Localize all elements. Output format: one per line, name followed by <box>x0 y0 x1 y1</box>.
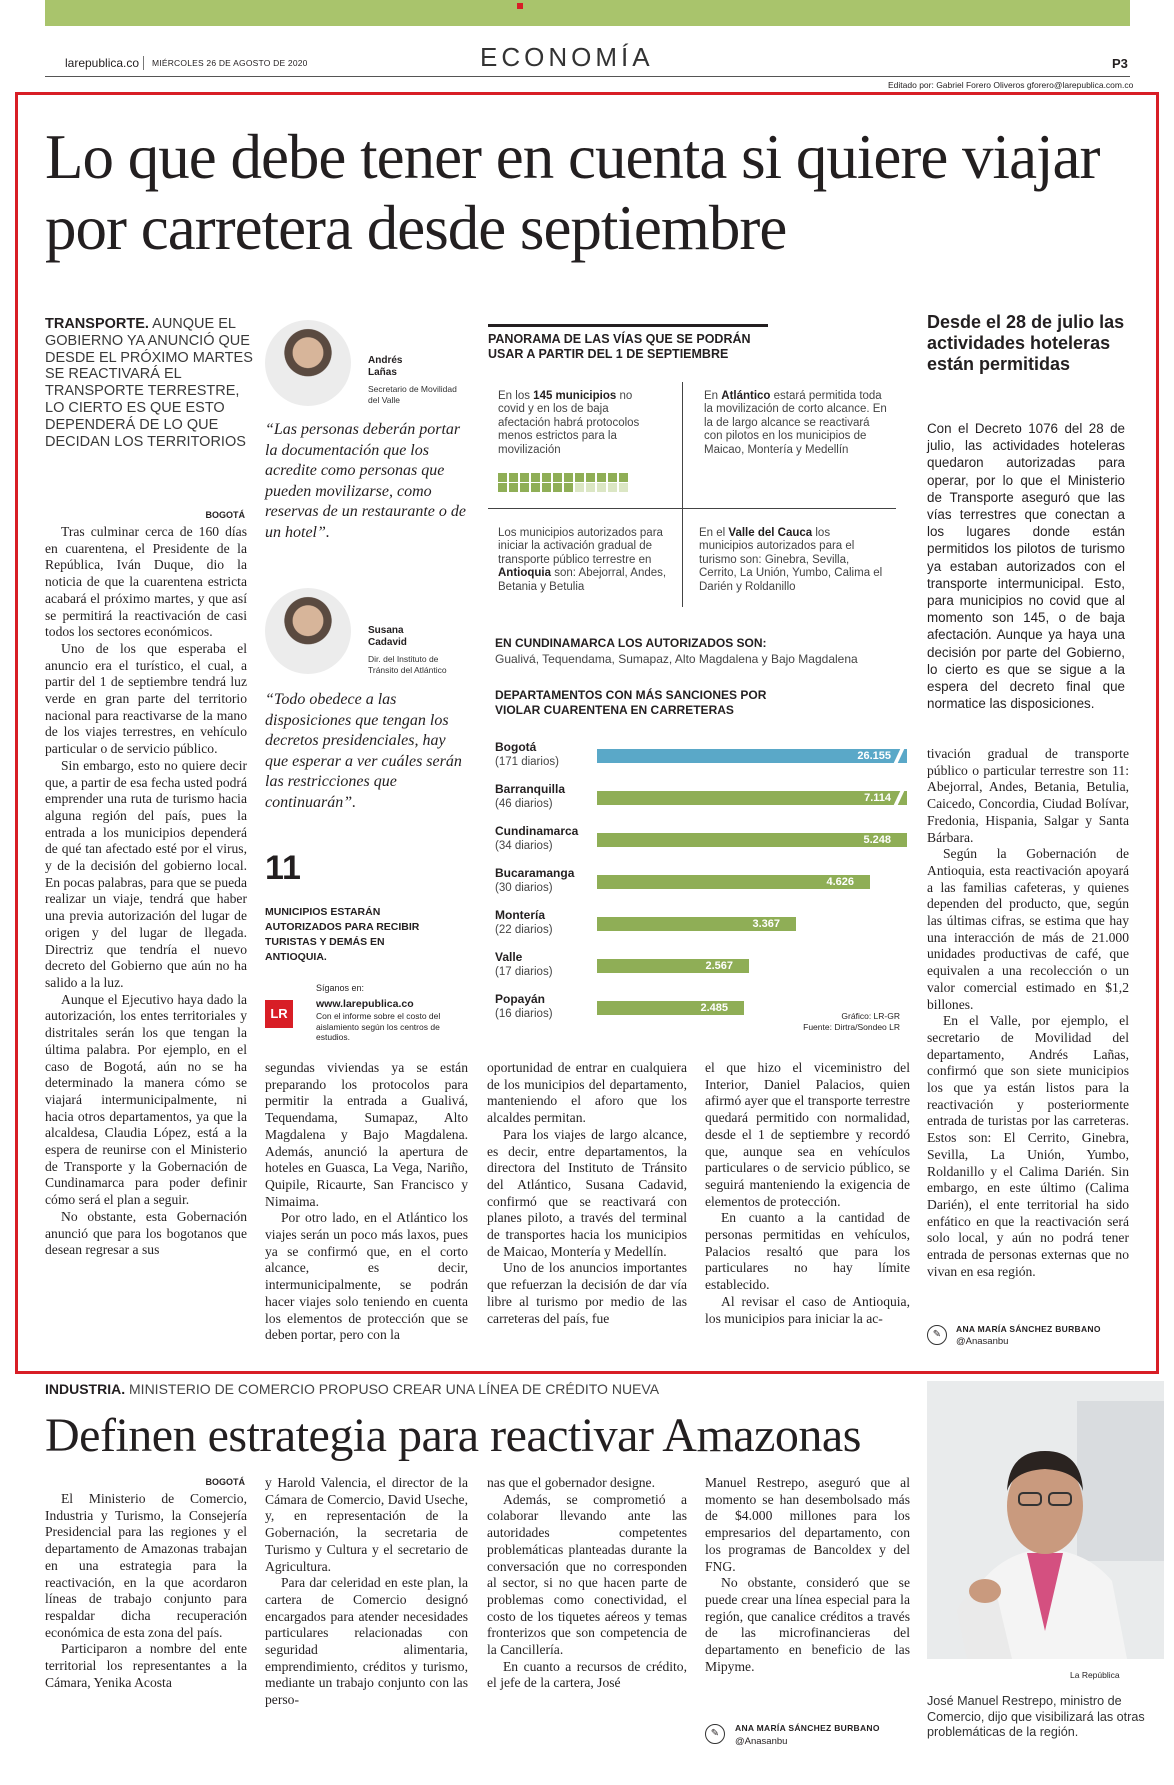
article2-subtitle: MINISTERIO DE COMERCIO PROPUSO CREAR UNA LÍNEA DE CRÉDITO NUEVA <box>125 1381 660 1397</box>
chart-source <box>780 1011 900 1032</box>
quote-role: Secretario de Movilidad del Valle <box>368 384 457 405</box>
paragraph: Uno de los anuncios importantes que refuerzan la decisión de dar vía libre al turismo por medio de las carreteras del país, fue <box>487 1260 687 1326</box>
info-box-atlantico: En Atlántico estará permitida toda la movilización de corto alcance. En la de largo alcance se reactivará con pilotos en los municipios de Maicao, Montería y Medellín <box>704 390 887 456</box>
author-icon: ✎ <box>927 1325 947 1345</box>
header-date: MIÉRCOLES 26 DE AGOSTO DE 2020 <box>152 58 308 68</box>
top-color-band <box>45 0 1130 26</box>
bar-category-label: Popayán <box>495 992 546 1006</box>
article-column-5 <box>927 746 1129 1281</box>
bar-category-label: Barranquilla <box>495 782 566 796</box>
paragraph: Por otro lado, en el Atlántico los viajes serán un poco más laxos, pues ya se confirmó que, en el corto alcance, es decir, intermunicipalmente, se podrán hacer viajes solo teniendo en cuenta los elementos de protección que se deben portar, pero con la <box>265 1210 468 1343</box>
bar-value-label: 3.367 <box>752 918 780 930</box>
paragraph: Aunque el Ejecutivo haya dado la autorización, los entes territoriales y distritales serán los que tengan la última palabra. Por ejemplo, en el caso de Bogotá, aún no se ha determinado la manera cómo se viajará intermunicipalmente, ni hacia otros departamentos, ya que la alcaldesa, Claudia López, está a la espera de reunirse con el Ministerio de Transporte y la Gobernación de Cundinamarca para poder definir cómo será el plan a seguir. <box>45 991 247 1208</box>
paragraph: En cuanto a la cantidad de personas permitidas en vehículos, Palacios resaltó que para los particulares no hay límite establecido. <box>705 1210 910 1293</box>
bar-category-sublabel: (30 diarios) <box>495 882 553 894</box>
quote-name: Andrés Lañas <box>368 355 403 378</box>
minister-photo-illustration <box>927 1381 1164 1659</box>
paragraph: Para los viajes de largo alcance, es decir, entre departamentos, la directora del Instituto de Tránsito del Atlántico, Susana Cadavid, confirmó que se reactivará con planes piloto, a través del terminal de transportes hacia los municipios de Maicao, Montería y Medellín. <box>487 1126 687 1259</box>
pull-quote: “Las personas deberán portar la documentación que los acredite como personas que pueden movilizarse, como reservas de un restaurante o de un hotel”. <box>265 421 466 541</box>
lead-text: AUNQUE EL GOBIERNO YA ANUNCIÓ QUE DESDE EL PRÓXIMO MARTES SE REACTIVARÁ EL TRANSPORTE TERRESTRE, LO CIERTO ES QUE ESTO DEPENDERÁ DE LO QUE DECIDAN LOS TERRITORIOS <box>45 316 253 450</box>
bar-value-label: 26.155 <box>857 750 891 762</box>
article-column-4 <box>705 1060 910 1327</box>
bar-category-label: Bucaramanga <box>495 866 575 880</box>
sidebar-text: Con el Decreto 1076 del 28 de julio, las actividades hoteleras quedaron autorizadas para operar, por lo que el Ministerio de Transporte aseguró que las vías terrestres que conectan a los lugares donde están permitidos los pilotos de turismo ya estaban autorizados con el transporte intermunicipal. Esto, para municipios no covid que al momento son 145, o de baja afectación. Aunque ya haya una decisión por parte del Gobierno, lo cierto es que se sigue a la espera del decreto final que normatice las disposiciones. <box>927 421 1125 712</box>
article-headline: Lo que debe tener en cuenta si quiere viajar por carretera desde septiembre <box>45 122 1100 263</box>
lead-tag: TRANSPORTE. <box>45 316 149 332</box>
stat-text: MUNICIPIOS ESTARÁN AUTORIZADOS PARA RECIBIR TURISTAS Y DEMÁS EN ANTIOQUIA. <box>265 906 420 963</box>
infographic-title: PANORAMA DE LAS VÍAS QUE SE PODRÁN USAR A PARTIR DEL 1 DE SEPTIEMBRE <box>488 332 751 361</box>
follow-title: Síganos en: <box>316 983 365 993</box>
infographic-divider-horizontal <box>488 508 896 509</box>
bar-category-sublabel: (22 diarios) <box>495 924 553 936</box>
editor-credit: Editado por: Gabriel Forero Oliveros gforero@larepublica.com.co <box>888 80 1134 90</box>
minister-photo <box>927 1381 1164 1659</box>
bar-category-label: Bogotá <box>495 740 537 754</box>
municipios-squares <box>498 473 658 493</box>
paragraph: Tras culminar cerca de 160 días en cuarentena, el Presidente de la República, Iván Duque, dio la noticia de que la cuarentena estricta acabará el próximo martes, y que así se permitirá la reactivación de casi todos los sectores económicos. <box>45 524 247 640</box>
info-box-antioquia: Los municipios autorizados para iniciar la activación gradual de transporte público terrestre en Antioquia son: Abejorral, Andes, Betania y Betulia <box>498 527 667 593</box>
bar-chart-title: DEPARTAMENTOS CON MÁS SANCIONES POR VIOLAR CUARENTENA EN CARRETERAS <box>495 688 767 717</box>
bar-value-label: 2.485 <box>700 1002 728 1014</box>
bar-category-label: Valle <box>495 950 523 964</box>
lr-logo: LR <box>265 1000 293 1028</box>
article-column-2 <box>265 1060 468 1344</box>
article2-column-4 <box>705 1475 910 1675</box>
bar-category-sublabel: (46 diarios) <box>495 798 553 810</box>
author-name: ANA MARÍA SÁNCHEZ BURBANO <box>735 1723 880 1733</box>
paragraph: No obstante, consideró que se puede crear una línea especial para la región, que canalice créditos a través de las microfinancieras del departamento en beneficio de las Mipyme. <box>705 1575 910 1674</box>
dateline: BOGOTÁ <box>205 510 245 520</box>
paragraph: segundas viviendas ya se están preparando los protocolos para permitir la entrada a Gualivá, Tequendama, Sumapaz, Alto Magdalena y Bajo Magdalena. Además, anunció la apertura de hoteles en Guasca, La Vega, Nariño, Quipile, Ricaurte, San Francisco y Nimaima. <box>265 1060 468 1209</box>
bar-value-label: 2.567 <box>705 960 733 972</box>
page-number: P3 <box>1112 56 1128 71</box>
paragraph: y Harold Valencia, el director de la Cámara de Comercio, David Useche, y, en representación de la Gobernación, la secretaria de Turismo y Cultura y el secretario de Agricultura. <box>265 1475 468 1574</box>
paragraph: tivación gradual de transporte público o particular terrestre son 11: Abejorral, Andes, Betania, Betulia, Caicedo, Concordia, Ciudad Bolívar, Fredonia, Hispania, Salgar y Santa Bárbara. <box>927 746 1129 845</box>
paragraph: Uno de los que esperaba el anuncio era el turístico, el cual, a partir del 1 de septiembre tendrá luz verde en gran parte del territorio nacional para reactivarse de la mano de los viajes terrestres, en vehículo particular o de servicio público. <box>45 640 247 757</box>
article-column-3 <box>487 1060 687 1327</box>
article2-label <box>45 1381 659 1397</box>
pull-quote: “Todo obedece a las disposiciones que tengan los decretos presidenciales, hay que esperar a ver cuáles serán las restricciones que continuarán”. <box>265 691 462 811</box>
bar-value-label: 7.114 <box>864 792 891 804</box>
bar-category-sublabel: (16 diarios) <box>495 1008 553 1020</box>
dateline: BOGOTÁ <box>205 1477 245 1487</box>
paragraph: oportunidad de entrar en cualquiera de los municipios del departamento, manteniendo el aforo que los alcaldes permitan. <box>487 1060 687 1126</box>
bar-category-sublabel: (17 diarios) <box>495 966 553 978</box>
follow-link[interactable]: www.larepublica.co <box>316 998 414 1010</box>
cundinamarca-title: EN CUNDINAMARCA LOS AUTORIZADOS SON: <box>495 636 767 650</box>
paragraph: Además, se comprometió a colaborar llevando ante las autoridades competentes problemáticas planteadas durante la conversación que no corresponden al sector, si no que hacen parte de problemas como conectividad, el costo de los tiquetes aéreos y temas fronterizos que son competencia de la Cancillería. <box>487 1491 687 1658</box>
top-red-marker <box>517 3 523 9</box>
paragraph: En el Valle, por ejemplo, el secretario de Movilidad del departamento, Andrés Lañas, confirmó que son siete municipios los que ya están listos para la reactivación y posteriormente entrada de turistas por las carreteras. Estos son: El Cerrito, Ginebra, Sevilla, La Unión, Yumbo, Roldanillo y el Calima Darién. Sin embargo, en este último (Calima Darién), el ente territorial ha sido enfático en que la reactivación será solo local, y aún no podrá tener entrada de personas externas que no vivan en esa región. <box>927 1013 1129 1279</box>
author-icon: ✎ <box>705 1724 725 1744</box>
author-name: ANA MARÍA SÁNCHEZ BURBANO <box>956 1324 1101 1334</box>
bar-category-sublabel: (171 diarios) <box>495 756 559 768</box>
bar-category-label: Montería <box>495 908 546 922</box>
paragraph: Participaron a nombre del ente territorial los representantes a la Cámara, Yenika Acosta <box>45 1641 247 1690</box>
paragraph: el que hizo el viceministro del Interior, Daniel Palacios, quien afirmó ayer que el transporte terrestre quedará permitido con normalidad, desde el 1 de septiembre y recordó que, aunque sea en vehículos particulares o de servicio público, se seguirá manteniendo la exigencia de elementos de protección. <box>705 1060 910 1209</box>
article2-tag: INDUSTRIA. <box>45 1381 126 1397</box>
infographic-divider-vertical <box>682 382 683 607</box>
bar-value-label: 5.248 <box>863 834 891 846</box>
quote-role: Dir. del Instituto de Tránsito del Atlántico <box>368 654 447 675</box>
paragraph: No obstante, esta Gobernación anunció que para los bogotanos que desean regresar a sus <box>45 1208 247 1258</box>
paragraph: Manuel Restrepo, aseguró que al momento se han desembolsado más de $4.000 millones para los empresarios del departamento, con los programas de Bancoldex y del FNG. <box>705 1475 910 1574</box>
photo-caption: José Manuel Restrepo, ministro de Comercio, dijo que visibilizará las otras problemáticas de la región. <box>927 1694 1145 1739</box>
info-box-municipios: En los 145 municipios no covid y en los de baja afectación habrá protocolos menos estrictos para la movilización <box>498 390 640 456</box>
paragraph: El Ministerio de Comercio, Industria y Turismo, la Consejería Presidencial para las regiones y el departamento de Amazonas trabajan en una estrategia para la reactivación, en la que acordaron líneas de trabajo conjunto para respaldar dicha recuperación económica de esta zona del país. <box>45 1491 247 1640</box>
paragraph: En cuanto a recursos de crédito, el jefe de la cartera, José <box>487 1658 687 1691</box>
paragraph: Para dar celeridad en este plan, la cartera de Comercio designó encargados para atender necesidades particulares relacionadas con seguridad alimentaria, emprendimiento, créditos y turismo, mediante un trabajo conjunto con las perso- <box>265 1575 468 1708</box>
bar-category-label: Cundinamarca <box>495 824 579 838</box>
article-column-1 <box>45 524 247 1259</box>
article2-column-1 <box>45 1491 247 1691</box>
follow-description: Con el informe sobre el costo del aislamiento según los centros de estudios. <box>316 1011 441 1042</box>
bar-value-label: 4.626 <box>826 876 854 888</box>
paragraph: Al revisar el caso de Antioquia, los municipios para iniciar la ac- <box>705 1293 910 1326</box>
quote-name: Susana Cadavid <box>368 625 407 648</box>
article-lead <box>45 316 255 450</box>
info-box-valle: En el Valle del Cauca los municipios autorizados para el turismo son: Ginebra, Sevilla, Cerrito, La Unión, Yumbo, Calima el Darién y Roldanillo <box>699 527 883 593</box>
stat-number: 11 <box>265 849 301 887</box>
sanctions-bar-chart <box>495 740 910 1040</box>
sidebar-heading: Desde el 28 de julio las actividades hoteleras están permitidas <box>927 312 1125 374</box>
bar-category-sublabel: (34 diarios) <box>495 840 553 852</box>
paragraph: nas que el gobernador designe. <box>487 1475 655 1490</box>
article2-column-2 <box>265 1475 468 1709</box>
header-rule <box>45 76 1130 77</box>
infographic-top-rule <box>488 324 768 327</box>
header-separator <box>143 56 144 70</box>
section-title: ECONOMÍA <box>480 42 654 72</box>
portrait-andres-lanas <box>265 320 351 406</box>
header-site: larepublica.co <box>65 56 140 70</box>
cundinamarca-list: Gualivá, Tequendama, Sumapaz, Alto Magdalena y Bajo Magdalena <box>495 652 858 666</box>
author-handle[interactable]: @Anasanbu <box>956 1336 1009 1347</box>
article2-headline: Definen estrategia para reactivar Amazonas <box>45 1409 861 1462</box>
photo-credit: La República <box>1070 1670 1120 1680</box>
paragraph: Según la Gobernación de Antioquia, esta reactivación apoyará a las familias cafeteras, y quienes dependen del producto, que, según las últimas cifras, se estima que hay una interacción de más de 21.000 unidades productivas de café, que equivalen a una recolección o un valor comercial estimado en $1,2 billones. <box>927 846 1129 1012</box>
portrait-susana-cadavid <box>265 588 351 674</box>
chart-source-text: Fuente: Dirtra/Sondeo LR <box>803 1021 900 1032</box>
paragraph: Sin embargo, esto no quiere decir que, a partir de esa fecha usted podrá emprender una ruta de turismo hacia alguna región del país, pues la entrada a los municipios dependerá de qué tan afectado esté por el virus, y de la decisión del gobierno local. En pocas palabras, para que se pueda realizar un viaje, tendrá que haber una previa autorización del lugar de origen y del lugar de llegada. Directriz que tendría el nuevo decreto del Gobierno que aún no ha salido a la luz. <box>45 757 247 990</box>
article2-column-3 <box>487 1475 687 1692</box>
author-handle[interactable]: @Anasanbu <box>735 1736 788 1747</box>
chart-credit: Gráfico: LR-GR <box>841 1011 900 1021</box>
